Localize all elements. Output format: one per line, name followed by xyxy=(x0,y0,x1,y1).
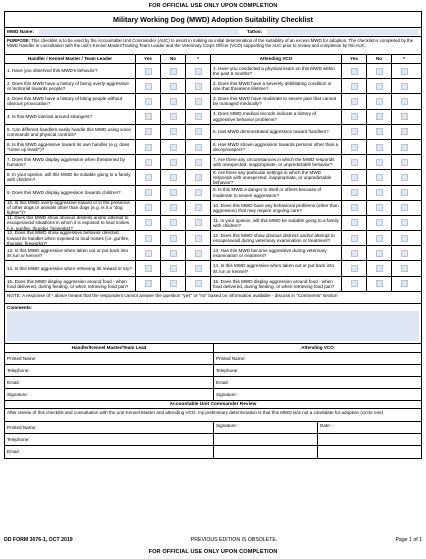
auc-date-space[interactable] xyxy=(318,434,421,445)
left-question-text: 14. Is this MWD aggressive when retrieving its reward or toy? xyxy=(5,261,136,275)
left-no-checkbox[interactable] xyxy=(170,159,177,166)
vco-signature-label[interactable]: Signature: xyxy=(216,391,237,397)
left-unknown-checkbox[interactable] xyxy=(195,174,202,181)
right-no-cell xyxy=(367,110,392,124)
left-question-text: 3. Does this MWD have a history of biting people without obvious provocation? xyxy=(5,94,136,108)
right-unknown-cell xyxy=(392,155,416,169)
left-unknown-cell xyxy=(186,110,211,124)
left-unknown-checkbox[interactable] xyxy=(195,204,202,211)
left-no-checkbox[interactable] xyxy=(170,83,177,90)
left-no-cell xyxy=(161,246,186,260)
left-no-checkbox[interactable] xyxy=(170,144,177,151)
response-note: NOTE: A response of * above means that the respondent cannot answer the question "yes" or "no" based on information available - discuss in "Comments" section xyxy=(5,292,421,304)
vco-column-header: Attending VCO xyxy=(211,55,342,63)
right-yes-cell xyxy=(342,261,367,275)
right-unknown-cell xyxy=(392,170,416,184)
left-no-checkbox[interactable] xyxy=(170,113,177,120)
tattoo-label: Tattoo: xyxy=(247,29,263,35)
right-yes-cell xyxy=(342,64,367,78)
purpose-label: PURPOSE: xyxy=(7,38,30,43)
left-question-text: 8. In your opinion, will this MWD be suitable going to a family with children? xyxy=(5,170,136,184)
right-unknown-cell xyxy=(392,79,416,93)
classification-banner-top: FOR OFFICIAL USE ONLY UPON COMPLETION xyxy=(148,3,278,9)
right-question-text: 5. Has MWD demonstrated aggression toward handlers? xyxy=(211,125,342,139)
right-unknown-cell xyxy=(392,216,416,230)
right-no-cell xyxy=(367,125,392,139)
right-question-text: 9. Is this MWD a danger to itself or others because of moderate to severe aggression? xyxy=(211,186,342,200)
right-no-checkbox[interactable] xyxy=(376,68,383,75)
comments-label: Comments: xyxy=(7,304,33,310)
right-yes-checkbox[interactable] xyxy=(351,204,358,211)
right-no-checkbox[interactable] xyxy=(376,98,383,105)
vco-signature-header: Attending VCO xyxy=(301,345,334,351)
purpose-text: This checklist is to be used by the Accountable Unit Commander (AUC) to assist in making an initial determination of the suitability of an excess MWD for adoption. The checklist is completed by the MWD Handler in consultation with the unit's Kennel Master/Training Team Leader and the Veterinary Corps Officer (VCO) supporting the AUC prior to review and completion by the AUC. xyxy=(7,38,414,49)
comments-field[interactable] xyxy=(7,311,419,341)
handler-signature-header: Handler/Kennel Master/Team Lead xyxy=(5,344,214,352)
right-yes-cell xyxy=(342,125,367,139)
left-unknown-cell xyxy=(186,94,211,108)
right-no-checkbox[interactable] xyxy=(376,189,383,196)
right-unknown-checkbox[interactable] xyxy=(401,144,408,151)
left-unknown-cell xyxy=(186,64,211,78)
right-unknown-checkbox[interactable] xyxy=(401,219,408,226)
question-row xyxy=(5,261,421,276)
right-yes-checkbox[interactable] xyxy=(351,265,358,272)
handler-email-label[interactable]: Email: xyxy=(5,377,214,388)
right-unknown-checkbox[interactable] xyxy=(401,83,408,90)
auc-review-title: Accountable Unit Commander Review xyxy=(5,401,421,409)
left-yes-cell xyxy=(136,79,161,93)
right-no-checkbox[interactable] xyxy=(376,250,383,257)
left-yes-cell xyxy=(136,110,161,124)
left-yes-checkbox[interactable] xyxy=(145,265,152,272)
right-question-text: 11. In your opinion, will this MWD be suitable going to a family with children? xyxy=(211,216,342,230)
left-no-checkbox[interactable] xyxy=(170,68,177,75)
right-no-cell xyxy=(367,201,392,215)
right-no-cell xyxy=(367,186,392,200)
right-question-text: 1. Have you conducted a physical exam on this MWD within the past 6 months? xyxy=(211,64,342,78)
left-unknown-checkbox[interactable] xyxy=(195,189,202,196)
page-number: Page 1 of 1 xyxy=(395,537,422,543)
auc-telephone-row xyxy=(5,434,421,446)
left-yes-checkbox[interactable] xyxy=(145,204,152,211)
left-unknown-checkbox[interactable] xyxy=(195,250,202,257)
left-unknown-cell xyxy=(186,231,211,245)
mwd-name-field[interactable] xyxy=(39,29,239,35)
left-no-checkbox[interactable] xyxy=(170,280,177,287)
question-rows xyxy=(5,64,421,292)
left-yes-cell xyxy=(136,94,161,108)
question-row xyxy=(5,155,421,170)
left-yes-cell xyxy=(136,231,161,245)
right-yes-checkbox[interactable] xyxy=(351,174,358,181)
left-unknown-checkbox[interactable] xyxy=(195,98,202,105)
left-yes-cell xyxy=(136,277,161,291)
right-no-checkbox[interactable] xyxy=(376,159,383,166)
right-unknown-checkbox[interactable] xyxy=(401,189,408,196)
classification-banner-bottom: FOR OFFICIAL USE ONLY UPON COMPLETION xyxy=(148,549,278,555)
right-no-checkbox[interactable] xyxy=(376,265,383,272)
left-no-checkbox[interactable] xyxy=(170,235,177,242)
right-yes-checkbox[interactable] xyxy=(351,219,358,226)
right-no-cell xyxy=(367,261,392,275)
left-no-cell xyxy=(161,125,186,139)
right-no-checkbox[interactable] xyxy=(376,280,383,287)
auc-email-row xyxy=(5,446,421,458)
left-unknown-checkbox[interactable] xyxy=(195,113,202,120)
right-yes-cell xyxy=(342,155,367,169)
left-no-checkbox[interactable] xyxy=(170,128,177,135)
right-no-cell xyxy=(367,246,392,260)
left-yes-cell xyxy=(136,125,161,139)
right-no-cell xyxy=(367,216,392,230)
right-no-checkbox[interactable] xyxy=(376,144,383,151)
left-yes-checkbox[interactable] xyxy=(145,98,152,105)
left-unknown-checkbox[interactable] xyxy=(195,128,202,135)
right-yes-checkbox[interactable] xyxy=(351,83,358,90)
left-unknown-checkbox[interactable] xyxy=(195,280,202,287)
right-no-checkbox[interactable] xyxy=(376,128,383,135)
left-unknown-checkbox[interactable] xyxy=(195,265,202,272)
right-yes-cell xyxy=(342,277,367,291)
left-yes-checkbox[interactable] xyxy=(145,250,152,257)
left-yes-checkbox[interactable] xyxy=(145,68,152,75)
right-no-checkbox[interactable] xyxy=(376,174,383,181)
right-yes-cell xyxy=(342,186,367,200)
left-question-text: 13. Is this MWD aggressive when taken out or put back into its run or kennel? xyxy=(5,246,136,260)
left-unknown-checkbox[interactable] xyxy=(195,159,202,166)
left-no-cell xyxy=(161,170,186,184)
right-yes-cell xyxy=(342,231,367,245)
left-no-cell xyxy=(161,216,186,230)
right-question-text: 6. Has MWD shown aggression towards persons other than a decoy/suspect? xyxy=(211,140,342,154)
right-yes-checkbox[interactable] xyxy=(351,144,358,151)
left-yes-cell xyxy=(136,64,161,78)
right-unknown-checkbox[interactable] xyxy=(401,235,408,242)
right-question-text: 13. Has this MWD become aggressive during veterinary examination or treatment? xyxy=(211,246,342,260)
left-yes-cell xyxy=(136,201,161,215)
right-yes-checkbox[interactable] xyxy=(351,250,358,257)
right-unknown-cell xyxy=(392,64,416,78)
left-question-text: 15. Does this MWD display aggression around food - when food delivered, during feeding, or when retrieving food pan? xyxy=(5,277,136,291)
left-unknown-cell xyxy=(186,277,211,291)
mwd-identification-row xyxy=(5,28,421,37)
vco-star-header: * xyxy=(403,56,405,62)
handler-signature-label[interactable]: Signature: xyxy=(5,389,214,400)
handler-printed-name-label[interactable]: Printed Name: xyxy=(5,353,214,364)
right-yes-cell xyxy=(342,216,367,230)
left-unknown-checkbox[interactable] xyxy=(195,83,202,90)
handler-column-header: Handler / Kennel Master / Team Leader xyxy=(5,55,136,63)
right-unknown-checkbox[interactable] xyxy=(401,113,408,120)
right-yes-checkbox[interactable] xyxy=(351,128,358,135)
left-yes-cell xyxy=(136,261,161,275)
left-yes-cell xyxy=(136,186,161,200)
vco-yes-header: Yes xyxy=(342,55,367,63)
left-unknown-checkbox[interactable] xyxy=(195,144,202,151)
right-unknown-cell xyxy=(392,94,416,108)
right-yes-cell xyxy=(342,94,367,108)
left-no-checkbox[interactable] xyxy=(170,265,177,272)
left-no-cell xyxy=(161,110,186,124)
right-no-cell xyxy=(367,79,392,93)
left-question-text: 6. Is this MWD aggressive toward its own handler (e.g. does "come up leash")? xyxy=(5,140,136,154)
question-row xyxy=(5,277,421,292)
auc-date-label[interactable]: Date: xyxy=(320,422,331,428)
vco-telephone-label[interactable]: Telephone: xyxy=(216,367,239,373)
left-unknown-cell xyxy=(186,261,211,275)
right-yes-checkbox[interactable] xyxy=(351,68,358,75)
auc-signature-label[interactable]: Signature: xyxy=(214,422,318,433)
signature-row xyxy=(5,389,421,401)
left-yes-checkbox[interactable] xyxy=(145,144,152,151)
handler-yes-header: Yes xyxy=(136,55,161,63)
purpose-statement xyxy=(5,37,421,55)
right-no-cell xyxy=(367,277,392,291)
auc-name-row xyxy=(5,422,421,434)
right-yes-checkbox[interactable] xyxy=(351,189,358,196)
right-unknown-checkbox[interactable] xyxy=(401,204,408,211)
comments-section xyxy=(5,304,421,344)
right-no-checkbox[interactable] xyxy=(376,235,383,242)
left-yes-checkbox[interactable] xyxy=(145,159,152,166)
vco-no-header: No xyxy=(367,55,392,63)
left-yes-checkbox[interactable] xyxy=(145,219,152,226)
left-no-checkbox[interactable] xyxy=(170,204,177,211)
left-no-cell xyxy=(161,186,186,200)
left-unknown-cell xyxy=(186,201,211,215)
question-row xyxy=(5,170,421,185)
left-unknown-cell xyxy=(186,246,211,260)
right-unknown-checkbox[interactable] xyxy=(401,174,408,181)
auc-date-space-2[interactable] xyxy=(318,446,421,458)
right-unknown-cell xyxy=(392,277,416,291)
right-question-text: 7. Are there any circumstances in which the MWD responds with unexpected, inappropriate, or unpredictable behavior? xyxy=(211,155,342,169)
right-yes-cell xyxy=(342,170,367,184)
auc-determination-text: After review of this checklist and consultation with the unit Kennel Master and attending VCO, my preliminary determination is that this MWD is/is not a candidate for adoption (circle one) xyxy=(5,409,421,422)
handler-telephone-label[interactable]: Telephone: xyxy=(5,365,214,376)
form-footer xyxy=(4,537,422,543)
left-question-text: 9. Does this MWD display aggression towards children? xyxy=(5,186,136,200)
question-row xyxy=(5,94,421,109)
left-no-checkbox[interactable] xyxy=(170,250,177,257)
right-yes-checkbox[interactable] xyxy=(351,98,358,105)
right-unknown-cell xyxy=(392,186,416,200)
right-yes-cell xyxy=(342,110,367,124)
printed-name-row xyxy=(5,353,421,365)
left-unknown-checkbox[interactable] xyxy=(195,68,202,75)
left-yes-checkbox[interactable] xyxy=(145,174,152,181)
right-question-text: 10. Does this MWD have any behavioral problems (other than aggression) that may require ongoing care? xyxy=(211,201,342,215)
right-unknown-cell xyxy=(392,125,416,139)
left-question-text: 7. Does this MWD display aggression when threatened by humans? xyxy=(5,155,136,169)
right-unknown-cell xyxy=(392,140,416,154)
left-unknown-checkbox[interactable] xyxy=(195,219,202,226)
left-yes-checkbox[interactable] xyxy=(145,113,152,120)
left-unknown-cell xyxy=(186,155,211,169)
vco-printed-name-label[interactable]: Printed Name: xyxy=(216,355,246,361)
left-yes-checkbox[interactable] xyxy=(145,83,152,90)
left-no-cell xyxy=(161,261,186,275)
left-yes-cell xyxy=(136,246,161,260)
left-unknown-cell xyxy=(186,186,211,200)
right-unknown-cell xyxy=(392,110,416,124)
left-question-text: 4. Is this MWD tolerant around strangers? xyxy=(5,110,136,124)
form-number: DD FORM 3076-1, OCT 2019 xyxy=(4,537,73,543)
right-yes-checkbox[interactable] xyxy=(351,113,358,120)
left-unknown-cell xyxy=(186,140,211,154)
question-row xyxy=(5,79,421,94)
left-no-cell xyxy=(161,201,186,215)
right-yes-checkbox[interactable] xyxy=(351,159,358,166)
obsolete-notice: PREVIOUS EDITION IS OBSOLETE. xyxy=(190,537,278,543)
left-yes-checkbox[interactable] xyxy=(145,280,152,287)
email-row xyxy=(5,377,421,389)
question-row xyxy=(5,231,421,246)
right-no-cell xyxy=(367,231,392,245)
question-row xyxy=(5,64,421,79)
auc-telephone-label[interactable]: Telephone: xyxy=(5,434,214,445)
right-yes-cell xyxy=(342,246,367,260)
left-yes-checkbox[interactable] xyxy=(145,128,152,135)
handler-star-header: * xyxy=(186,55,211,63)
right-no-checkbox[interactable] xyxy=(376,219,383,226)
left-question-text: 1. Have you observed this MWD's behavior? xyxy=(5,64,136,78)
right-no-checkbox[interactable] xyxy=(376,113,383,120)
left-no-checkbox[interactable] xyxy=(170,189,177,196)
left-yes-checkbox[interactable] xyxy=(145,189,152,196)
mwd-name-label: MWD Name: xyxy=(7,29,34,35)
right-question-text: 15. Does this MWD display aggression around food - when food delivered, during feeding, or when retrieving food pan? xyxy=(211,277,342,291)
question-row xyxy=(5,201,421,216)
left-no-cell xyxy=(161,94,186,108)
handler-no-header: No xyxy=(161,55,186,63)
question-table-header xyxy=(5,55,421,64)
left-no-checkbox[interactable] xyxy=(170,174,177,181)
left-no-cell xyxy=(161,79,186,93)
right-question-text: 4. Does MWD medical records indicate a history of aggressive behavior problems? xyxy=(211,110,342,124)
right-unknown-checkbox[interactable] xyxy=(401,280,408,287)
left-question-text: 10. Is this MWD overly-aggressive toward or in the presence of other dogs or animals other than dogs (e.g. is it a "dog fighter")? xyxy=(5,201,136,215)
left-unknown-cell xyxy=(186,216,211,230)
right-no-cell xyxy=(367,155,392,169)
form-title: Military Working Dog (MWD) Adoption Suitability Checklist xyxy=(5,12,421,28)
question-row xyxy=(5,125,421,140)
right-unknown-cell xyxy=(392,261,416,275)
left-question-text: 5. Can different handlers easily handle this MWD using voice commands and physical controls? xyxy=(5,125,136,139)
left-yes-checkbox[interactable] xyxy=(145,235,152,242)
auc-signature-space-2[interactable] xyxy=(214,446,318,458)
question-row xyxy=(5,186,421,201)
left-yes-cell xyxy=(136,170,161,184)
right-no-cell xyxy=(367,64,392,78)
question-row xyxy=(5,140,421,155)
left-question-text: 12. Does this MWD show aggressive behavior directed toward its handler when exposed to loud noises (i.e. gunfire, thunder, fireworks)? xyxy=(5,231,136,245)
right-question-text: 12. Does this MWD show obvious distress and/or attempt to escape/avoid during veterinary examination or treatment? xyxy=(211,231,342,245)
right-question-text: 2. Does this MWD have a severely debilitating condition or one that threatens lifetime? xyxy=(211,79,342,93)
left-unknown-checkbox[interactable] xyxy=(195,235,202,242)
left-yes-cell xyxy=(136,140,161,154)
left-no-cell xyxy=(161,277,186,291)
right-question-text: 3. Does this MWD have moderate to severe pain that cannot be managed medically? xyxy=(211,94,342,108)
right-no-checkbox[interactable] xyxy=(376,204,383,211)
right-unknown-cell xyxy=(392,201,416,215)
right-yes-cell xyxy=(342,201,367,215)
right-unknown-checkbox[interactable] xyxy=(401,128,408,135)
left-question-text: 2. Does this MWD have a history of being overly-aggressive or territorial towards people? xyxy=(5,79,136,93)
right-yes-cell xyxy=(342,79,367,93)
right-question-text: 14. Is this MWD aggressive when taken out or put back into its run or kennel? xyxy=(211,261,342,275)
left-question-text: 11. Does this MWD show obvious distress and/or attempt to escape/avoid situations in which it is exposed to loud noises (i.e. gunfire, thunder, fireworks)? xyxy=(5,216,136,230)
left-unknown-cell xyxy=(186,125,211,139)
left-no-cell xyxy=(161,155,186,169)
left-no-cell xyxy=(161,140,186,154)
right-yes-cell xyxy=(342,140,367,154)
right-no-cell xyxy=(367,140,392,154)
vco-email-label[interactable]: Email: xyxy=(216,379,229,385)
tattoo-field[interactable] xyxy=(267,29,419,35)
adoption-checklist-form xyxy=(4,11,422,459)
signature-header-row xyxy=(5,344,421,353)
right-unknown-checkbox[interactable] xyxy=(401,68,408,75)
auc-printed-name-label[interactable]: Printed Name: xyxy=(5,422,214,433)
question-row xyxy=(5,110,421,125)
right-yes-checkbox[interactable] xyxy=(351,235,358,242)
left-unknown-cell xyxy=(186,170,211,184)
left-unknown-cell xyxy=(186,79,211,93)
telephone-row xyxy=(5,365,421,377)
auc-signature-space[interactable] xyxy=(214,434,318,445)
left-yes-cell xyxy=(136,155,161,169)
right-unknown-checkbox[interactable] xyxy=(401,159,408,166)
left-no-checkbox[interactable] xyxy=(170,98,177,105)
left-no-cell xyxy=(161,64,186,78)
question-row xyxy=(5,246,421,261)
right-unknown-checkbox[interactable] xyxy=(401,98,408,105)
right-yes-checkbox[interactable] xyxy=(351,280,358,287)
right-no-checkbox[interactable] xyxy=(376,83,383,90)
auc-email-label[interactable]: Email: xyxy=(5,446,214,458)
right-unknown-cell xyxy=(392,231,416,245)
left-no-cell xyxy=(161,231,186,245)
question-row xyxy=(5,216,421,231)
left-no-checkbox[interactable] xyxy=(170,219,177,226)
right-question-text: 8. Are there any particular settings in which the MWD responds with unexpected, inappropriate, or unpredictable behavior? xyxy=(211,170,342,184)
right-unknown-checkbox[interactable] xyxy=(401,265,408,272)
left-yes-cell xyxy=(136,216,161,230)
right-no-cell xyxy=(367,94,392,108)
right-unknown-cell xyxy=(392,246,416,260)
right-no-cell xyxy=(367,170,392,184)
right-unknown-checkbox[interactable] xyxy=(401,250,408,257)
